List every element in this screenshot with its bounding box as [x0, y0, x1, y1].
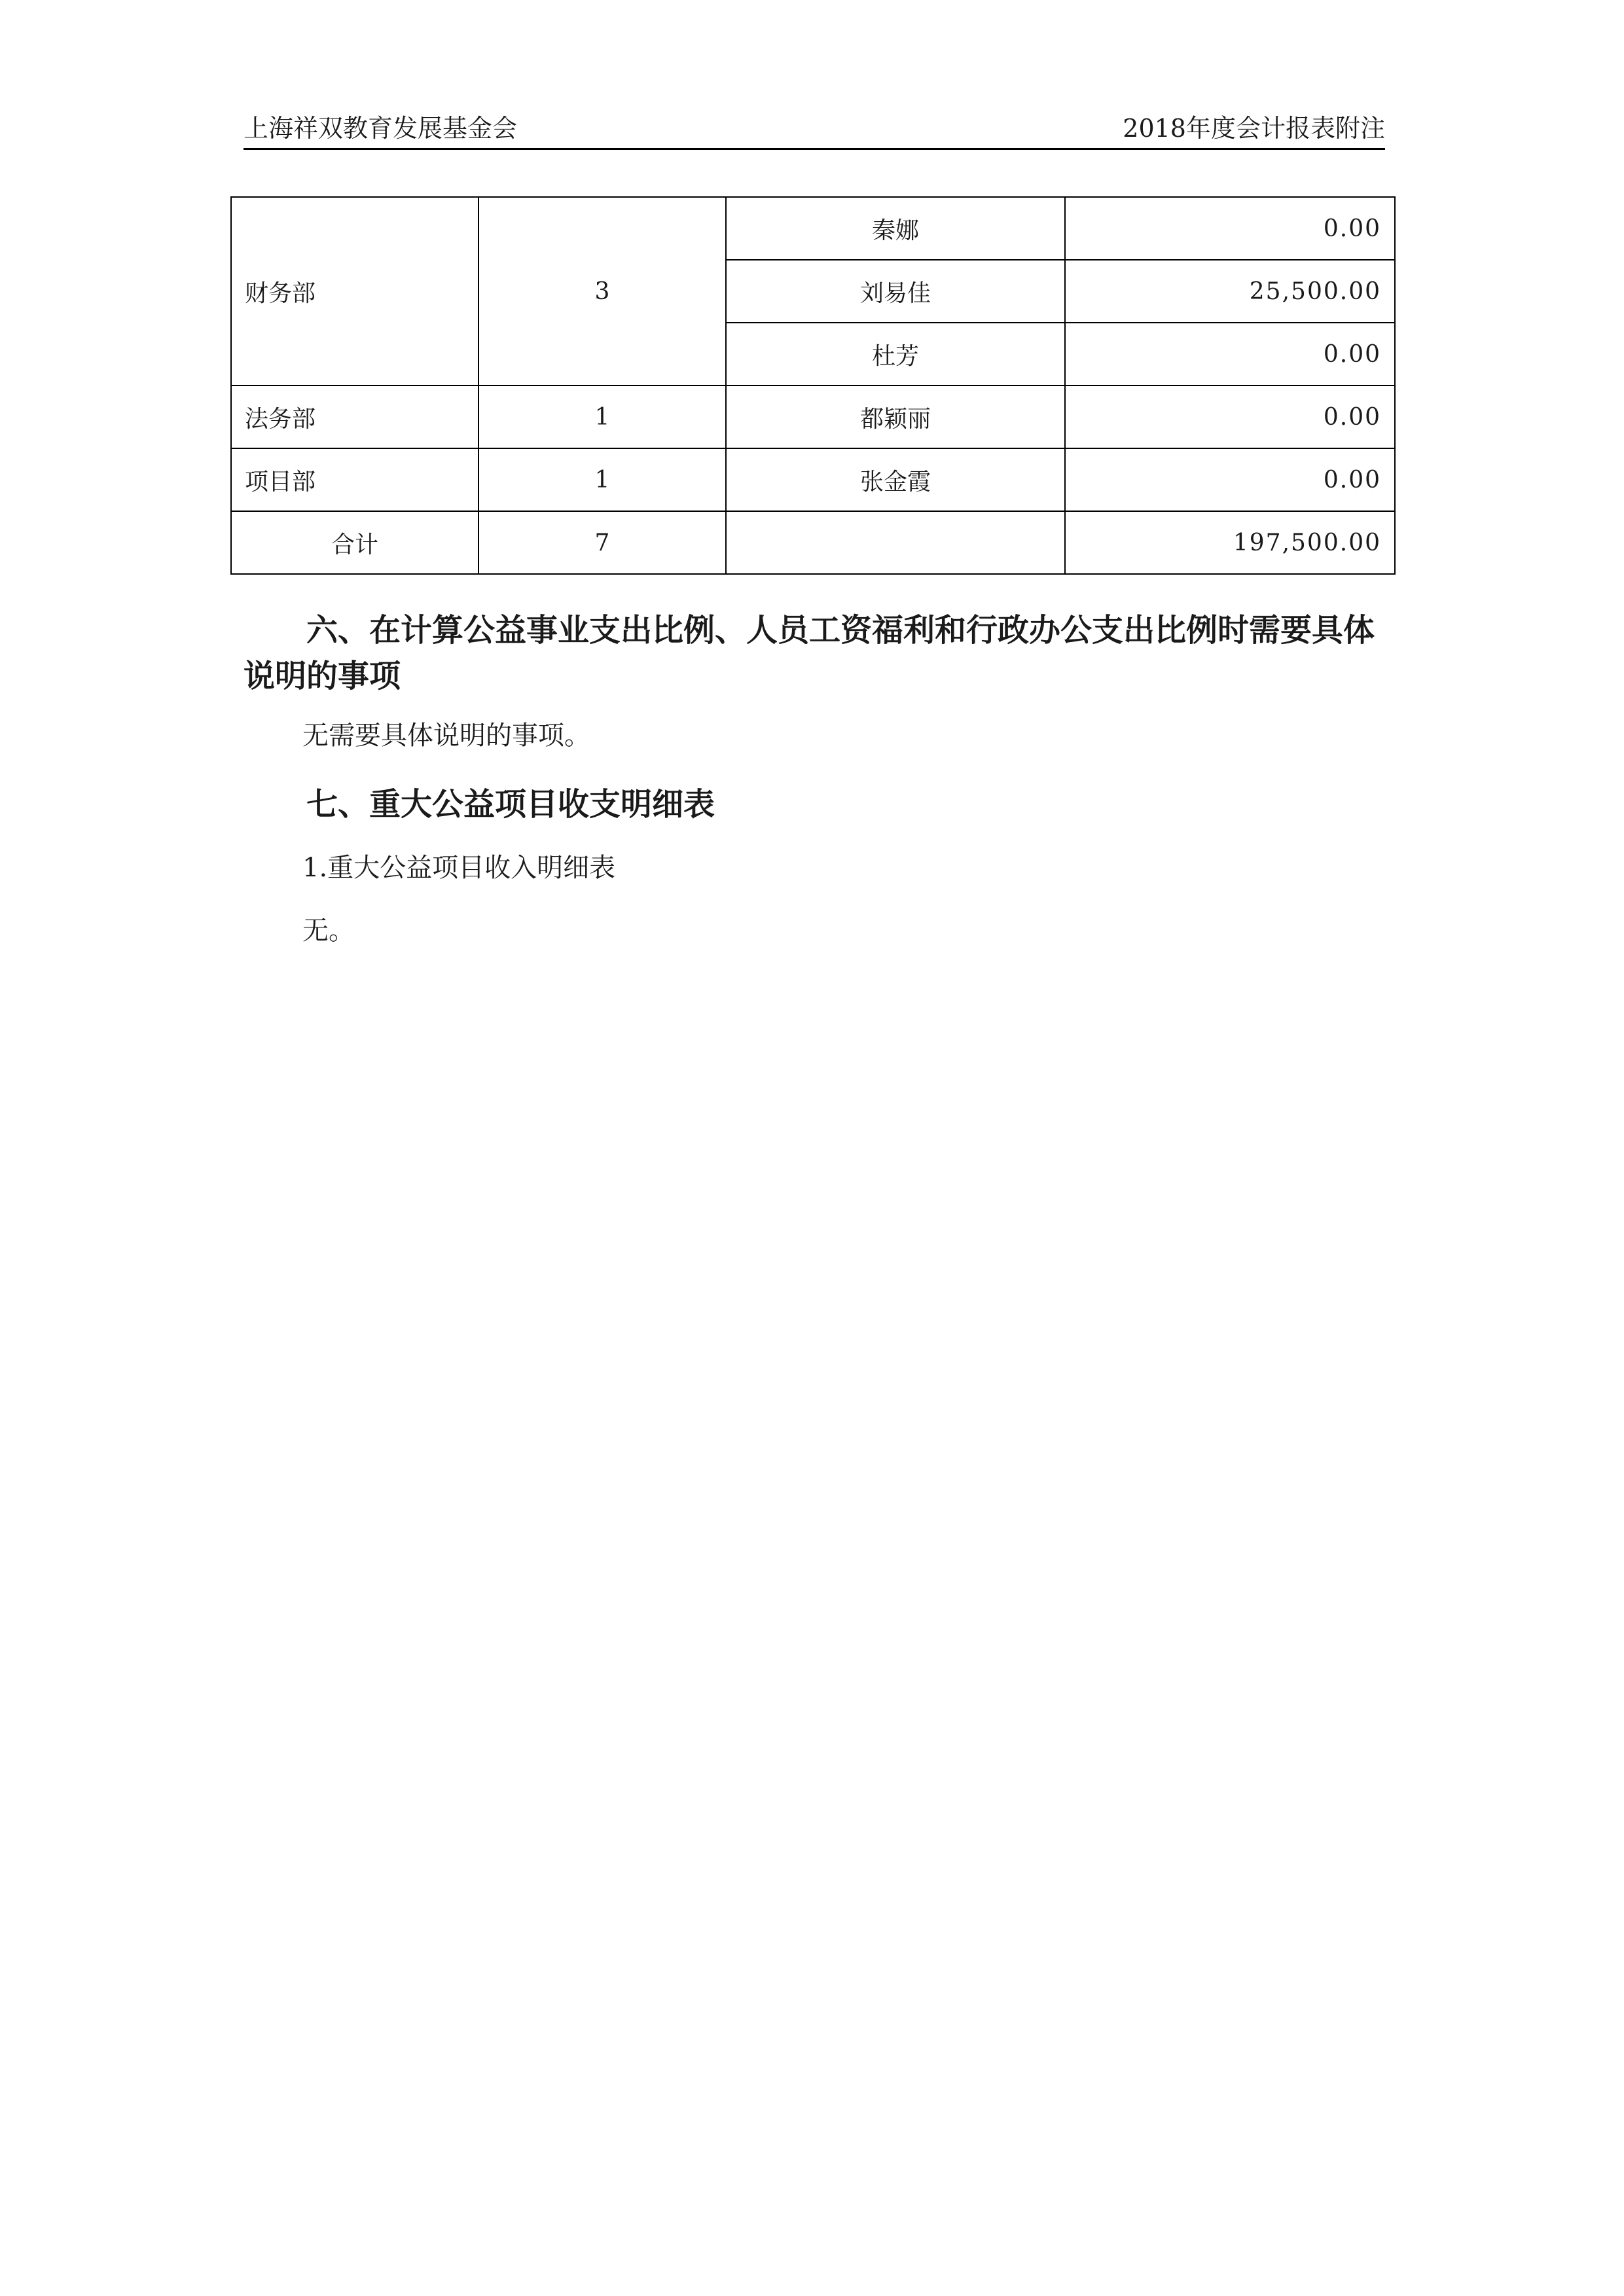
page-header	[244, 111, 1385, 150]
count-cell: 1	[478, 448, 726, 511]
dept-cell: 财务部	[231, 197, 478, 386]
name-cell: 秦娜	[726, 197, 1065, 260]
table-row	[231, 197, 1395, 260]
section-6-text: 无需要具体说明的事项。	[302, 721, 590, 751]
amount-cell: 0.00	[1065, 386, 1395, 448]
header-report-title: 2018年度会计报表附注	[1123, 114, 1385, 143]
amount-cell: 0.00	[1065, 323, 1395, 386]
header-org-name: 上海祥双教育发展基金会	[244, 114, 518, 143]
total-amount-cell: 197,500.00	[1065, 511, 1395, 574]
dept-cell: 项目部	[231, 448, 478, 511]
dept-cell: 法务部	[231, 386, 478, 448]
name-cell: 张金霞	[726, 448, 1065, 511]
count-cell: 1	[478, 386, 726, 448]
table-row	[231, 386, 1395, 448]
amount-cell: 25,500.00	[1065, 260, 1395, 323]
name-cell: 刘易佳	[726, 260, 1065, 323]
table-row	[231, 448, 1395, 511]
section-7-heading: 七、重大公益项目收支明细表	[306, 786, 715, 823]
empty-cell	[726, 511, 1065, 574]
section-7-subtext: 无。	[302, 916, 355, 946]
name-cell: 都颖丽	[726, 386, 1065, 448]
section-6-heading: 六、在计算公益事业支出比例、人员工资福利和行政办公支出比例时需要具体说明的事项	[244, 612, 1375, 694]
section-7-subheading: 1.重大公益项目收入明细表	[302, 853, 616, 883]
count-cell: 3	[478, 197, 726, 386]
total-label-cell: 合计	[231, 511, 478, 574]
total-count-cell: 7	[478, 511, 726, 574]
amount-cell: 0.00	[1065, 197, 1395, 260]
name-cell: 杜芳	[726, 323, 1065, 386]
table-total-row	[231, 511, 1395, 574]
staff-salary-table	[230, 196, 1396, 575]
amount-cell: 0.00	[1065, 448, 1395, 511]
